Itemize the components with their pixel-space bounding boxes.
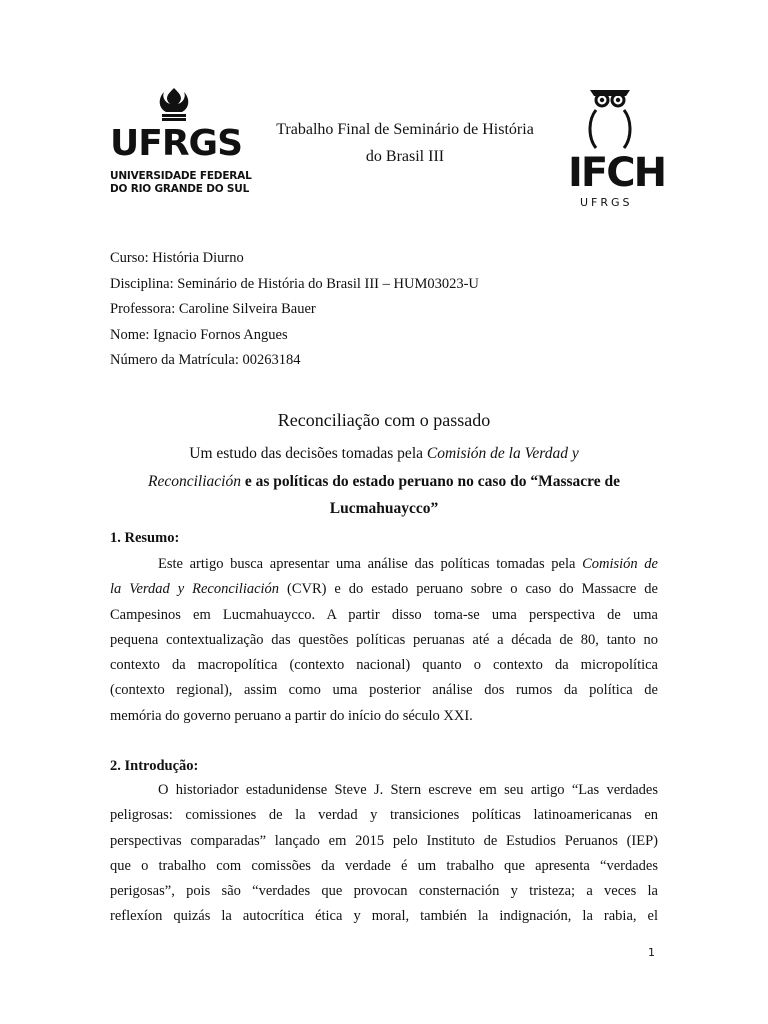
subtitle-line-2: Reconciliación e as políticas do estado peruano no caso do “Massacre de bbox=[147, 472, 620, 490]
info-curso: Curso: História Diurno bbox=[110, 250, 244, 266]
introducao-line: peligrosas: comissiones de la verdad y transiciones políticas latinoamericanas en bbox=[110, 807, 658, 824]
introducao-line: reflexíon quizás la autocrítica ética y moral, también la indignación, la rabia, el bbox=[110, 908, 658, 925]
introducao-paragraph bbox=[110, 778, 658, 930]
info-matricula: Número da Matrícula: 00263184 bbox=[110, 352, 301, 368]
resumo-line: Campesinos em Lucmahuaycco. A partir disso toma-se uma perspectiva de uma bbox=[110, 606, 658, 623]
ufrgs-line-2: DO RIO GRANDE DO SUL bbox=[110, 183, 250, 195]
ufrgs-wordmark: UFRGS bbox=[110, 123, 243, 164]
owl-icon bbox=[582, 86, 638, 152]
flame-icon bbox=[154, 86, 194, 122]
resumo-line: (contexto regional), assim como uma posterior análise dos rumos da política de bbox=[110, 682, 658, 699]
section-heading-introducao: 2. Introdução: bbox=[110, 758, 199, 774]
info-nome: Nome: Ignacio Fornos Angues bbox=[110, 326, 288, 343]
page-number: 1 bbox=[648, 946, 655, 959]
ifch-logo bbox=[568, 86, 668, 214]
subtitle-line-3: Lucmahuaycco” bbox=[329, 500, 439, 517]
resumo-line: la Verdad y Reconciliación (CVR) e do estado peruano sobre o caso do Massacre de bbox=[110, 581, 658, 598]
ufrgs-logo bbox=[110, 86, 250, 198]
section-heading-resumo: 1. Resumo: bbox=[110, 530, 180, 546]
info-professora: Professora: Caroline Silveira Bauer bbox=[110, 301, 316, 317]
resumo-line: pequena contextualização das questões políticas peruanas até a década de 80, tanto no bbox=[110, 631, 658, 648]
ifch-wordmark: IFCH bbox=[568, 150, 666, 196]
resumo-line: memória do governo peruano a partir do início do século XXI. bbox=[110, 707, 473, 724]
introducao-line: que o trabalho com comissões da verdade é um trabalho que apresenta “verdades bbox=[110, 857, 658, 874]
document-title-line-2: do Brasil III bbox=[365, 148, 445, 165]
document-title-line-1: Trabalho Final de Seminário de História bbox=[276, 121, 534, 138]
info-disciplina: Disciplina: Seminário de História do Brasil III – HUM03023-U bbox=[110, 275, 479, 292]
resumo-line: Este artigo busca apresentar uma análise das políticas tomadas pela Comisión de bbox=[158, 556, 658, 572]
student-info bbox=[110, 246, 479, 374]
resumo-paragraph bbox=[110, 552, 658, 729]
resumo-line: contexto da macropolítica (contexto nacional) quanto o contexto da micropolítica bbox=[110, 657, 658, 674]
paper-subtitle bbox=[110, 440, 658, 523]
document-title bbox=[230, 116, 580, 170]
introducao-line: O historiador estadunidense Steve J. Stern escreve em seu artigo “Las verdades bbox=[158, 782, 658, 798]
introducao-line: perigosas”, pois são “verdades que provocan consternación y tristeza; a veces la bbox=[110, 883, 658, 900]
paper-title: Reconciliação com o passado bbox=[277, 410, 491, 430]
introducao-line: perspectivas comparadas” lançado em 2015 pelo Instituto de Estudios Peruanos (IEP) bbox=[110, 832, 658, 849]
subtitle-line-1: Um estudo das decisões tomadas pela Comisión de la Verdad y bbox=[189, 445, 579, 462]
ifch-subtitle: UFRGS bbox=[580, 196, 633, 209]
ufrgs-line-1: UNIVERSIDADE FEDERAL bbox=[110, 170, 252, 182]
